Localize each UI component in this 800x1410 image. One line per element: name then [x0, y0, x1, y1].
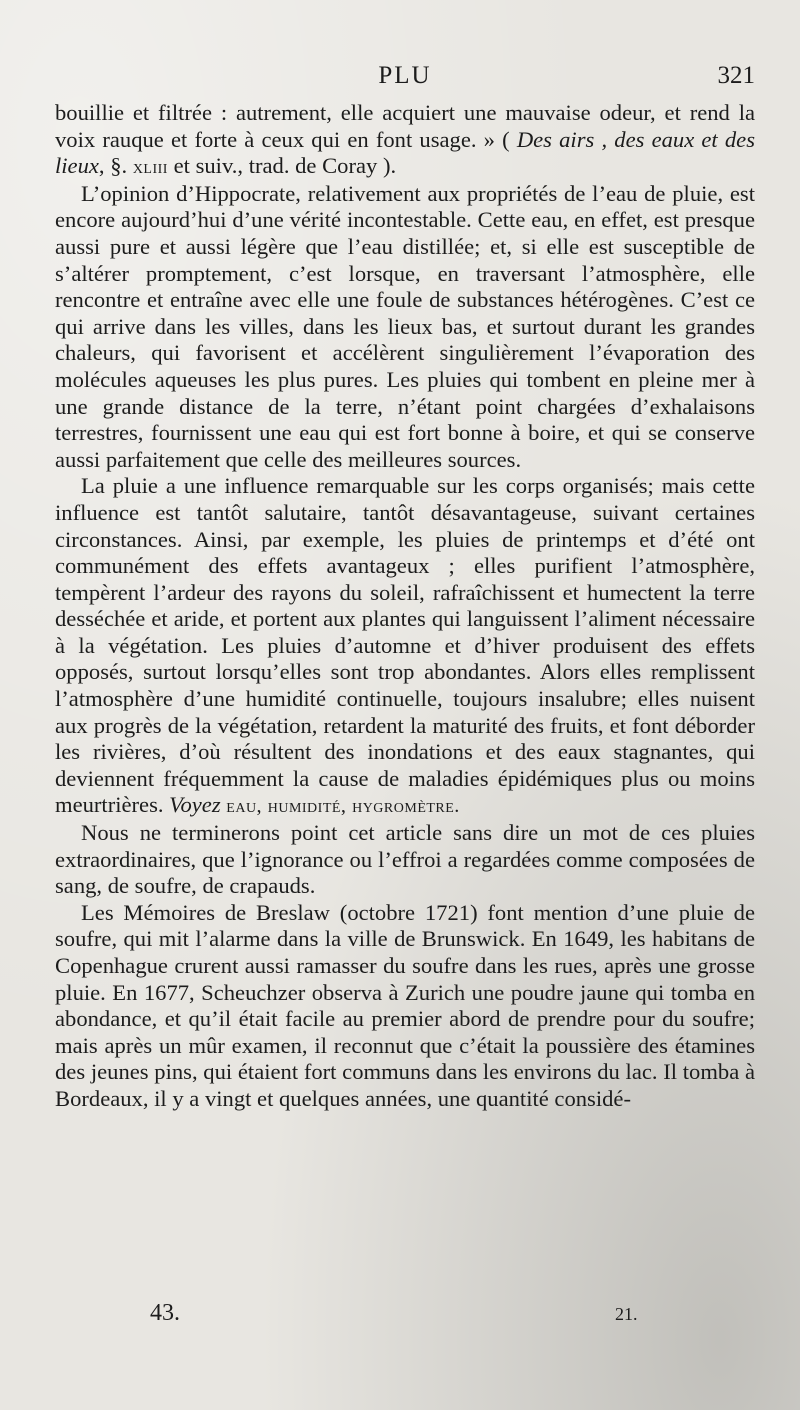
page-number: 321	[717, 62, 755, 89]
cross-reference-voyez: Voyez	[169, 792, 221, 818]
citation-title: Des airs , des eaux et des lieux	[55, 126, 755, 179]
paragraph-1-text-a: bouillie et filtrée : autrement, elle acquiert une mauvaise odeur, et rend la voix rauque et forte à ceux qui en font usage. » (	[55, 100, 755, 152]
signature-folio: 21.	[615, 1304, 638, 1324]
cross-reference-terms: eau, humidité, hygromètre.	[226, 795, 460, 818]
paragraph-1-text-c: et suiv., trad. de Coray ).	[167, 153, 397, 179]
paragraph-1	[55, 100, 755, 181]
paragraph-3-text: La pluie a une influence remarquable sur les corps organisés; mais cette influence est tantôt salutaire, tantôt désavantageuse, suivant certaines circonstances. Ainsi, par exemple, les pluies de printemps et d’été ont communément des effets avantageux ; elles purifient l’atmosphère, tempèrent l’ardeur des rayons du soleil, rafraîchissent et humectent la terre desséchée et aride, et portent aux plantes qui languissent l’aliment nécessaire à la végétation. Les pluies d’automne et d’hiver produisent des effets opposés, surtout lorsqu’elles sont trop abondantes. Alors elles remplissent l’atmosphère d’une humidité continuelle, toujours insalubre; elles nuisent aux progrès de la végétation, retardent la maturité des fruits, et font déborder les rivières, d’où résultent des inondations et des eaux stagnantes, qui deviennent fréquemment la cause de maladies épidémiques plus ou moins meurtrières.	[55, 473, 755, 818]
paragraph-5: Les Mémoires de Breslaw (octobre 1721) font mention d’une pluie de soufre, qui mit l’alarme dans la ville de Brunswick. En 1649, les habitans de Copenhague crurent aussi ramasser du soufre dans les rues, après une grosse pluie. En 1677, Scheuchzer observa à Zurich une poudre jaune qui tomba en abondance, et qu’il était facile au premier abord de prendre pour du soufre; mais après un mûr examen, il reconnut que c’était la poussière des étamines des jeunes pins, qui étaient fort communs dans les environs du lac. Il tomba à Bordeaux, il y a vingt et quelques années, une quantité considé-	[55, 899, 755, 1111]
running-head: PLU	[378, 62, 432, 89]
body-text	[55, 100, 755, 1113]
paragraph-4: Nous ne terminerons point cet article sans dire un mot de ces pluies extraordinaires, que l’ignorance ou l’effroi a regardées comme composées de sang, de soufre, de crapauds.	[55, 820, 755, 899]
paragraph-1-text-b: , §.	[98, 153, 133, 179]
page-header	[55, 62, 755, 94]
paragraph-3	[55, 473, 755, 820]
section-number: xliii	[132, 156, 168, 179]
paragraph-2: L’opinion d’Hippocrate, relativement aux propriétés de l’eau de pluie, est encore aujourd’hui d’une vérité incontestable. Cette eau, en effet, est presque aussi pure et aussi légère que l’eau distillée; et, si elle est susceptible de s’altérer promptement, c’est lorsque, en traversant l’atmosphère, elle rencontre et entraîne avec elle une foule de substances hétérogènes. C’est ce qui arrive dans les villes, dans les lieux bas, et surtout durant les grandes chaleurs, qui favorisent et accélèrent singulièrement l’évaporation des molécules aqueuses les plus pures. Les pluies qui tombent en pleine mer à une grande distance de la terre, n’étant point chargées d’exhalaisons terrestres, fournissent une eau qui est fort bonne à boire, et qui se conserve aussi parfaitement que celle des meilleures sources.	[55, 180, 755, 472]
page-footer	[55, 1300, 755, 1336]
signature-mark: 43.	[150, 1300, 180, 1326]
